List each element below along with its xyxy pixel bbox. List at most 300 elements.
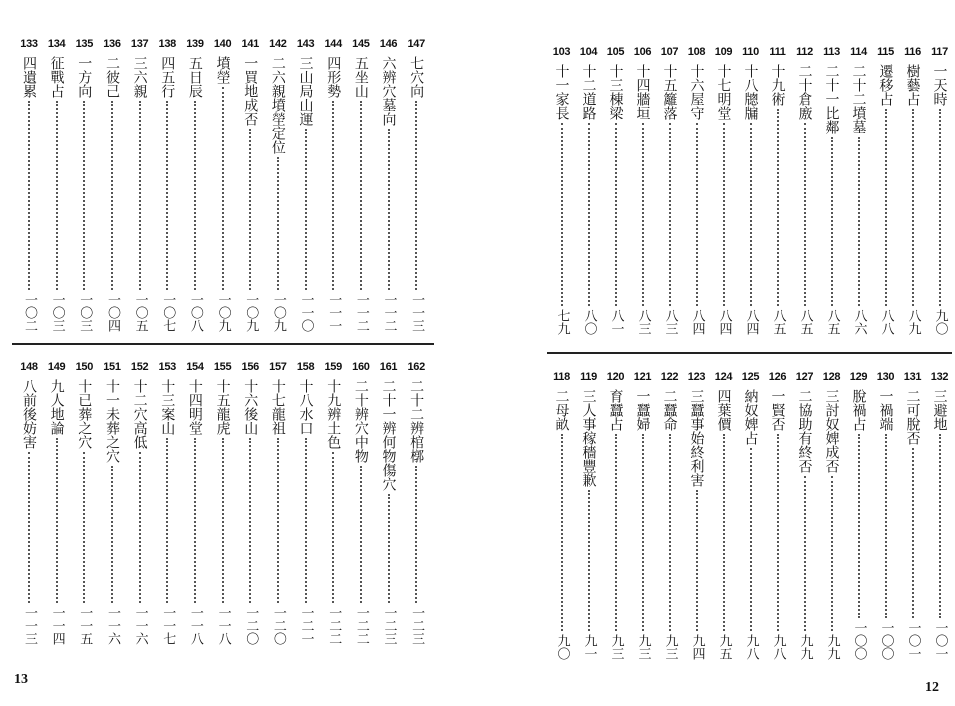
entry-number: 104 (579, 46, 598, 58)
dot-leader (360, 101, 362, 290)
dot-leader (194, 101, 196, 290)
entry-page: 八五 (824, 309, 840, 335)
entry-page: 八四 (743, 309, 759, 335)
entry-page: 九三 (608, 634, 624, 660)
toc-entry (319, 32, 347, 332)
toc-entry (126, 355, 154, 645)
entry-page: 一〇九 (215, 293, 231, 332)
toc-entry (548, 40, 575, 335)
entry-page: 八四 (689, 309, 705, 335)
dot-leader (912, 448, 914, 618)
entry-number: 141 (241, 38, 259, 50)
entry-title: 九人地論 (48, 379, 65, 435)
entry-title: 二十辨穴中物 (352, 379, 369, 463)
entry-page: 一〇七 (160, 293, 176, 332)
toc-entry (737, 40, 764, 335)
dot-leader (696, 490, 698, 631)
entry-title: 樹藝占 (904, 64, 921, 106)
dot-leader (28, 101, 30, 290)
entry-number: 122 (660, 371, 679, 383)
entry-page: 九九 (797, 634, 813, 660)
toc-entry (683, 40, 710, 335)
toc-entry (43, 355, 71, 645)
dot-leader (166, 438, 168, 603)
entry-number: 108 (687, 46, 706, 58)
page-number: 12 (925, 680, 939, 695)
entry-number: 106 (633, 46, 652, 58)
entry-page: 一一三 (21, 606, 37, 645)
entry-page: 一〇三 (49, 293, 65, 332)
toc-entry (292, 355, 320, 645)
entry-number: 120 (606, 371, 625, 383)
toc-entry (656, 40, 683, 335)
entry-title: 四形勢 (325, 56, 342, 98)
toc-entry (319, 355, 347, 645)
entry-page: 一二二 (353, 606, 369, 645)
entry-number: 145 (352, 38, 370, 50)
toc-entry (548, 365, 575, 660)
dot-leader (723, 123, 725, 306)
dot-leader (777, 109, 779, 306)
entry-title: 二十一比鄰 (823, 64, 840, 134)
dot-leader (332, 101, 334, 290)
dot-leader (750, 123, 752, 306)
entry-number: 144 (324, 38, 342, 50)
divider-rule (12, 343, 434, 345)
entry-page: 一〇九 (243, 293, 259, 332)
entry-number: 136 (103, 38, 121, 50)
dot-leader (222, 438, 224, 603)
toc-entry (236, 355, 264, 645)
entry-title: 八前後妨害 (20, 379, 37, 449)
toc-entry (70, 355, 98, 645)
entry-page: 九五 (716, 634, 732, 660)
entry-page: 一〇八 (187, 293, 203, 332)
entry-title: 十六屋守 (688, 64, 705, 120)
entry-page: 一二三 (409, 606, 425, 645)
entry-page: 七九 (554, 309, 570, 335)
entry-page: 八九 (905, 309, 921, 335)
entry-page: 一〇〇 (878, 621, 894, 660)
entry-title: 育蠶占 (607, 389, 624, 431)
entry-number: 159 (324, 361, 342, 373)
entry-number: 114 (850, 46, 867, 58)
entry-number: 153 (158, 361, 176, 373)
toc-entry (264, 355, 292, 645)
dot-leader (777, 434, 779, 631)
entry-title: 十二道路 (580, 64, 597, 120)
entry-page: 八四 (716, 309, 732, 335)
entry-title: 五日辰 (186, 56, 203, 98)
dot-leader (615, 434, 617, 631)
entry-title: 十六後山 (242, 379, 259, 435)
dot-leader (750, 448, 752, 631)
entry-page: 一〇〇 (851, 621, 867, 660)
entry-title: 三蠶事始終利害 (688, 389, 705, 487)
toc-entry (926, 365, 953, 660)
entry-page: 一一七 (160, 606, 176, 645)
entry-page: 九九 (824, 634, 840, 660)
dot-leader (939, 434, 941, 618)
entry-number: 131 (903, 371, 922, 383)
toc-entry (602, 365, 629, 660)
entry-number: 146 (379, 38, 398, 50)
entry-number: 125 (741, 371, 760, 383)
entry-number: 158 (296, 361, 315, 373)
dot-leader (939, 109, 941, 306)
entry-title: 一賢否 (769, 389, 786, 431)
toc-entry (926, 40, 953, 335)
entry-number: 110 (742, 46, 759, 58)
entry-title: 十八水口 (297, 379, 314, 435)
dot-leader (885, 109, 887, 306)
toc-entry (629, 365, 656, 660)
toc-entry (683, 365, 710, 660)
entry-title: 三六親 (131, 56, 148, 98)
entry-title: 墳塋 (214, 56, 231, 84)
dot-leader (858, 137, 860, 306)
dot-leader (415, 101, 417, 290)
entry-title: 一買地成否 (242, 56, 259, 126)
entry-page: 九〇 (554, 634, 570, 660)
dot-leader (831, 476, 833, 631)
entry-title: 二彼己 (103, 56, 120, 98)
entry-page: 一〇一 (932, 621, 948, 660)
entry-page: 一二二 (326, 606, 342, 645)
entry-page: 九〇 (932, 309, 948, 335)
toc-entry (872, 365, 899, 660)
dot-leader (28, 452, 30, 603)
dot-leader (388, 129, 390, 290)
entry-number: 109 (714, 46, 733, 58)
entry-title: 二十二墳墓 (850, 64, 867, 134)
right-page (485, 0, 955, 706)
entry-title: 二蠶命 (661, 389, 678, 431)
toc-entry (710, 40, 737, 335)
toc-entry (15, 355, 43, 645)
entry-page: 九八 (743, 634, 759, 660)
toc-entry (236, 32, 264, 332)
entry-page: 九四 (689, 634, 705, 660)
entry-title: 一禍端 (877, 389, 894, 431)
entry-title: 十七明堂 (715, 64, 732, 120)
entry-page: 八八 (878, 309, 894, 335)
toc-entry (347, 355, 375, 645)
left-page (0, 0, 470, 706)
toc-entry (899, 365, 926, 660)
toc-entry (845, 40, 872, 335)
dot-leader (277, 438, 279, 603)
toc-entry (818, 40, 845, 335)
entry-page: 一〇二 (21, 293, 37, 332)
entry-number: 105 (606, 46, 625, 58)
dot-leader (277, 157, 279, 290)
entry-title: 十五籬落 (661, 64, 678, 120)
entry-number: 123 (687, 371, 706, 383)
toc-entry (43, 32, 71, 332)
entry-number: 127 (795, 371, 814, 383)
entry-page: 一一一 (326, 293, 342, 332)
entry-number: 133 (20, 38, 38, 50)
entry-page: 一一六 (104, 606, 120, 645)
dot-leader (194, 438, 196, 603)
entry-page: 一二〇 (270, 606, 286, 645)
entry-number: 139 (186, 38, 204, 50)
toc-entry (791, 365, 818, 660)
dot-leader (222, 87, 224, 290)
dot-leader (696, 123, 698, 306)
toc-entry (602, 40, 629, 335)
toc-entry (153, 355, 181, 645)
entry-number: 129 (849, 371, 868, 383)
dot-leader (804, 123, 806, 306)
entry-page: 八三 (635, 309, 651, 335)
entry-page: 一〇四 (104, 293, 120, 332)
entry-number: 117 (931, 46, 948, 58)
divider-rule (547, 352, 952, 354)
toc-entry (347, 32, 375, 332)
entry-number: 116 (904, 46, 921, 58)
entry-title: 二協助有終否 (796, 389, 813, 473)
entry-page: 八五 (797, 309, 813, 335)
entry-page: 八一 (608, 309, 624, 335)
entry-title: 二母畝 (553, 389, 570, 431)
entry-page: 一一八 (187, 606, 203, 645)
toc-entry (791, 40, 818, 335)
toc-entry (629, 40, 656, 335)
entry-page: 一二一 (298, 606, 314, 645)
entry-title: 十一未葬之穴 (103, 379, 120, 463)
toc-block-bottom (15, 355, 430, 645)
entry-number: 150 (75, 361, 94, 373)
dot-leader (588, 490, 590, 631)
toc-entry (292, 32, 320, 332)
toc-entry (710, 365, 737, 660)
entry-title: 一蠶婦 (634, 389, 651, 431)
entry-page: 一二〇 (243, 606, 259, 645)
dot-leader (56, 101, 58, 290)
toc-entry (402, 355, 430, 645)
dot-leader (249, 438, 251, 603)
dot-leader (561, 434, 563, 631)
entry-page: 一二三 (381, 606, 397, 645)
entry-title: 二可脫否 (904, 389, 921, 445)
entry-number: 124 (714, 371, 733, 383)
toc-entry (209, 355, 237, 645)
entry-number: 121 (633, 371, 652, 383)
entry-title: 二六親墳塋定位 (269, 56, 286, 154)
entry-page: 八六 (851, 309, 867, 335)
entry-number: 149 (47, 361, 66, 373)
entry-title: 納奴婢占 (742, 389, 759, 445)
entry-title: 二十倉廒 (796, 64, 813, 120)
entry-number: 111 (769, 46, 786, 58)
entry-page: 九一 (581, 634, 597, 660)
entry-title: 十二穴高低 (131, 379, 148, 449)
entry-number: 128 (822, 371, 841, 383)
entry-page: 一〇五 (132, 293, 148, 332)
page-number: 13 (14, 672, 28, 687)
dot-leader (360, 466, 362, 603)
dot-leader (912, 109, 914, 306)
toc-entry (818, 365, 845, 660)
dot-leader (139, 452, 141, 603)
entry-page: 一一二 (381, 293, 397, 332)
entry-number: 115 (877, 46, 894, 58)
entry-number: 148 (20, 361, 38, 373)
toc-entry (209, 32, 237, 332)
entry-number: 135 (75, 38, 94, 50)
toc-entry (845, 365, 872, 660)
dot-leader (332, 452, 334, 603)
entry-title: 十七龍祖 (269, 379, 286, 435)
toc-block-top (15, 32, 430, 332)
entry-title: 六辨穴墓向 (380, 56, 397, 126)
entry-title: 遷移占 (877, 64, 894, 106)
entry-page: 九三 (635, 634, 651, 660)
toc-entry (70, 32, 98, 332)
entry-title: 五坐山 (352, 56, 369, 98)
dot-leader (804, 476, 806, 631)
toc-entry (375, 32, 403, 332)
toc-entry (764, 40, 791, 335)
toc-entry (402, 32, 430, 332)
entry-page: 一一四 (49, 606, 65, 645)
dot-leader (305, 438, 307, 603)
dot-leader (561, 123, 563, 306)
entry-number: 107 (660, 46, 679, 58)
entry-title: 一方向 (76, 56, 93, 98)
dot-leader (642, 434, 644, 631)
entry-page: 一〇三 (77, 293, 93, 332)
entry-number: 156 (241, 361, 259, 373)
entry-number: 132 (930, 371, 949, 383)
entry-title: 脫禍占 (850, 389, 867, 431)
entry-page: 八三 (662, 309, 678, 335)
entry-title: 二十二辨棺槨 (408, 379, 425, 463)
dot-leader (669, 434, 671, 631)
entry-number: 154 (186, 361, 204, 373)
dot-leader (669, 123, 671, 306)
entry-title: 三討奴婢成否 (823, 389, 840, 473)
entry-number: 137 (130, 38, 149, 50)
dot-leader (388, 494, 390, 603)
entry-page: 八〇 (581, 309, 597, 335)
entry-number: 152 (130, 361, 149, 373)
entry-page: 一〇一 (905, 621, 921, 660)
dot-leader (111, 466, 113, 603)
entry-title: 十五龍虎 (214, 379, 231, 435)
toc-entry (181, 355, 209, 645)
dot-leader (111, 101, 113, 290)
entry-number: 140 (213, 38, 232, 50)
dot-leader (139, 101, 141, 290)
entry-number: 142 (269, 38, 287, 50)
entry-number: 157 (269, 361, 287, 373)
entry-number: 112 (796, 46, 813, 58)
toc-entry (899, 40, 926, 335)
dot-leader (83, 101, 85, 290)
entry-number: 138 (158, 38, 176, 50)
entry-number: 147 (407, 38, 425, 50)
entry-number: 118 (553, 371, 570, 383)
entry-title: 三避地 (931, 389, 948, 431)
toc-entry (764, 365, 791, 660)
toc-block-bottom (548, 365, 953, 660)
entry-number: 162 (407, 361, 425, 373)
toc-entry (264, 32, 292, 332)
entry-number: 143 (296, 38, 315, 50)
dot-leader (588, 123, 590, 306)
entry-page: 一一八 (215, 606, 231, 645)
entry-number: 160 (352, 361, 370, 373)
entry-page: 九八 (770, 634, 786, 660)
entry-number: 155 (213, 361, 232, 373)
dot-leader (166, 101, 168, 290)
entry-page: 一一〇 (298, 293, 314, 332)
entry-number: 151 (103, 361, 121, 373)
toc-entry (575, 365, 602, 660)
entry-title: 十九術 (769, 64, 786, 106)
entry-number: 134 (47, 38, 66, 50)
entry-page: 八五 (770, 309, 786, 335)
entry-number: 119 (580, 371, 597, 383)
toc-entry (575, 40, 602, 335)
entry-title: 征戰占 (48, 56, 65, 98)
entry-title: 十八牕牖 (742, 64, 759, 120)
entry-title: 十四牆垣 (634, 64, 651, 120)
entry-number: 113 (823, 46, 840, 58)
toc-entry (15, 32, 43, 332)
dot-leader (305, 129, 307, 290)
toc-entry (656, 365, 683, 660)
entry-title: 四遺累 (20, 56, 37, 98)
toc-entry (872, 40, 899, 335)
dot-leader (642, 123, 644, 306)
dot-leader (83, 452, 85, 603)
entry-page: 一一六 (132, 606, 148, 645)
entry-title: 七穴向 (408, 56, 425, 98)
toc-entry (126, 32, 154, 332)
toc-entry (181, 32, 209, 332)
entry-number: 126 (768, 371, 787, 383)
entry-title: 四葉價 (715, 389, 732, 431)
entry-number: 103 (552, 46, 571, 58)
entry-page: 一一三 (409, 293, 425, 332)
dot-leader (415, 466, 417, 603)
dot-leader (56, 438, 58, 603)
entry-number: 130 (876, 371, 895, 383)
entry-title: 一天時 (931, 64, 948, 106)
entry-title: 十一家長 (553, 64, 570, 120)
toc-entry (375, 355, 403, 645)
dot-leader (723, 434, 725, 631)
toc-block-top (548, 40, 953, 335)
entry-title: 三人事稼穡豐歉 (580, 389, 597, 487)
entry-title: 十九辨土色 (325, 379, 342, 449)
dot-leader (858, 434, 860, 618)
entry-page: 一一五 (77, 606, 93, 645)
entry-title: 三山局山運 (297, 56, 314, 126)
dot-leader (249, 129, 251, 290)
entry-page: 一一二 (353, 293, 369, 332)
toc-entry (737, 365, 764, 660)
entry-title: 十三案山 (159, 379, 176, 435)
entry-title: 十三棟梁 (607, 64, 624, 120)
toc-entry (98, 355, 126, 645)
entry-title: 四五行 (159, 56, 176, 98)
toc-entry (98, 32, 126, 332)
